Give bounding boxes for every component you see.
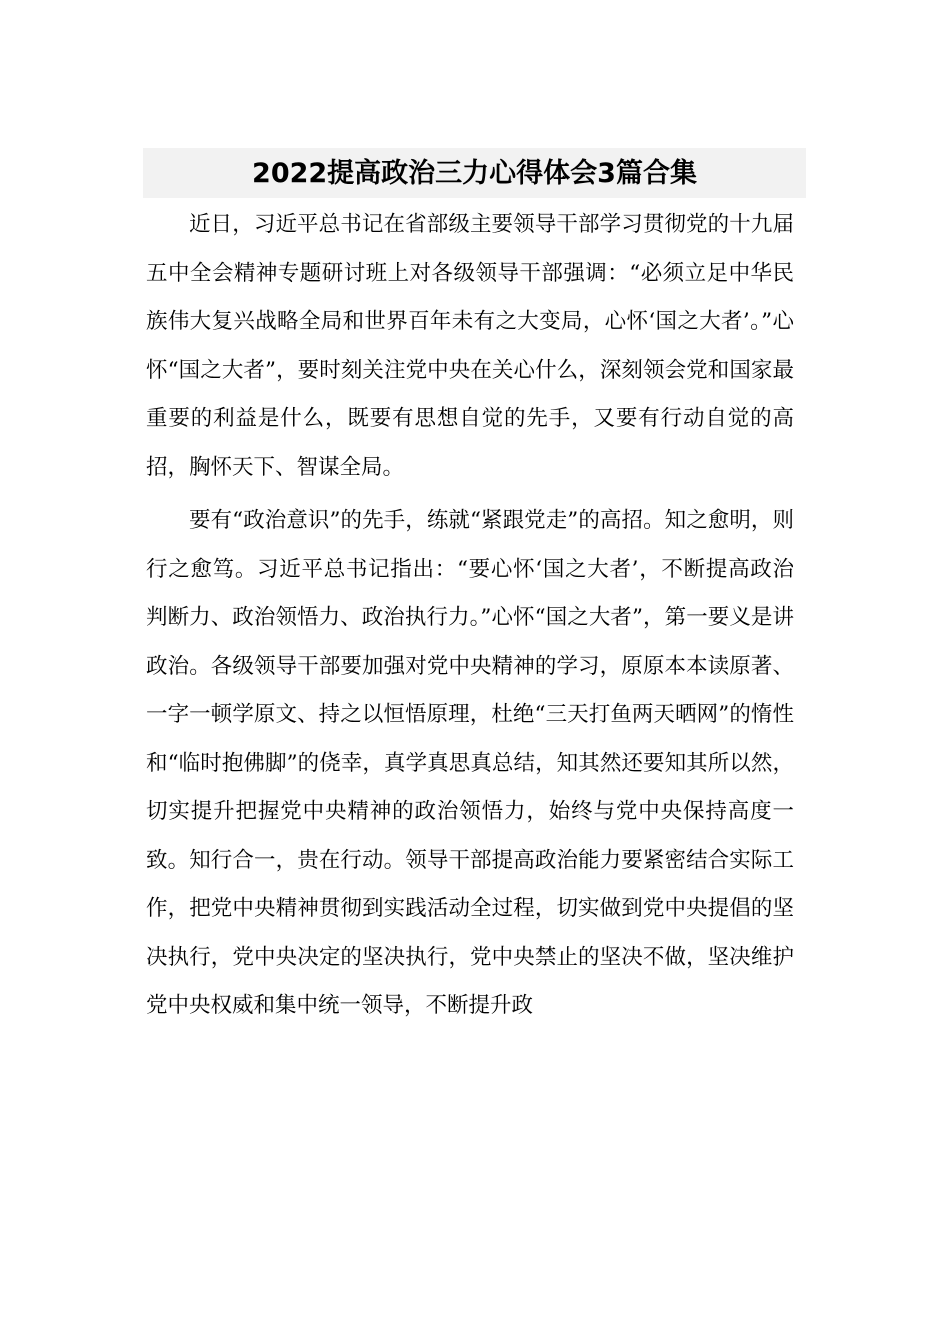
paragraph-2: 要有“政治意识”的先手，练就“紧跟党走”的高招。知之愈明，则行之愈笃。习近平总书记指出：“要心怀‘国之大者’，不断提高政治判断力、政治领悟力、政治执行力。”心怀“国之大者”，第一要义是讲政治。各级领导干部要加强对党中央精神的学习，原原本本读原著、一字一顿学原文、持之以恒悟原理，杜绝“三天打鱼两天晒网”的惰性和“临时抱佛脚”的侥幸，真学真思真总结，知其然还要知其所以然，切实提升把握党中央精神的政治领悟力，始终与党中央保持高度一致。知行合一，贵在行动。领导干部提高政治能力要紧密结合实际工作，把党中央精神贯彻到实践活动全过程，切实做到党中央提倡的坚决执行，党中央决定的坚决执行，党中央禁止的坚决不做，坚决维护党中央权威和集中统一领导，不断提升政	[146, 508, 794, 1018]
document-title: 2022提高政治三力心得体会3篇合集	[252, 158, 697, 189]
document-body	[146, 201, 794, 1031]
paragraph-1: 近日，习近平总书记在省部级主要领导干部学习贯彻党的十九届五中全会精神专题研讨班上对各级领导干部强调：“必须立足中华民族伟大复兴战略全局和世界百年未有之大变局，心怀‘国之大者’。”心怀“国之大者”，要时刻关注党中央在关心什么，深刻领会党和国家最重要的利益是什么，既要有思想自觉的先手，又要有行动自觉的高招，胸怀天下、智谋全局。	[146, 212, 794, 480]
